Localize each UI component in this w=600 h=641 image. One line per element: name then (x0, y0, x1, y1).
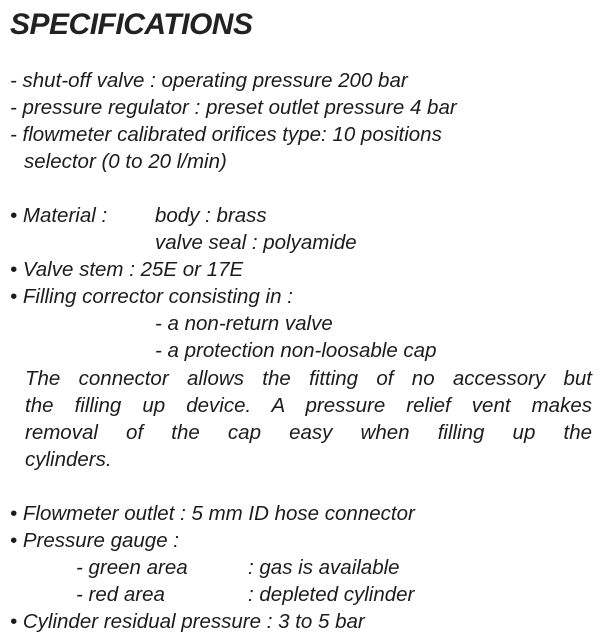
filling-item-cap: - a protection non-loosable cap (155, 339, 437, 362)
material-body: body : brass (155, 204, 267, 227)
spec-flowmeter-cont: selector (0 to 20 l/min) (24, 150, 227, 173)
filling-desc-line-4: cylinders. (25, 448, 112, 471)
gauge-red-value: : depleted cylinder (248, 583, 415, 606)
cylinder-residual-pressure: • Cylinder residual pressure : 3 to 5 bar (10, 610, 365, 633)
material-seal: valve seal : polyamide (155, 231, 357, 254)
section-title: SPECIFICATIONS (10, 8, 253, 41)
filling-desc-line-2: the filling up device. A pressure relief vent makes (25, 394, 592, 417)
gauge-green-label: - green area (76, 556, 188, 579)
spec-pressure-regulator: - pressure regulator : preset outlet pressure 4 bar (10, 96, 457, 119)
gauge-green-value: : gas is available (248, 556, 400, 579)
pressure-gauge-label: • Pressure gauge : (10, 529, 179, 552)
filling-item-nonreturn: - a non-return valve (155, 312, 333, 335)
filling-desc-line-1: The connector allows the fitting of no accessory but (25, 367, 592, 390)
filling-desc-line-3: removal of the cap easy when filling up the (25, 421, 592, 444)
gauge-red-label: - red area (76, 583, 165, 606)
spec-shutoff-valve: - shut-off valve : operating pressure 200 bar (10, 69, 408, 92)
spec-flowmeter: - flowmeter calibrated orifices type: 10 positions (10, 123, 442, 146)
valve-stem: • Valve stem : 25E or 17E (10, 258, 244, 281)
flowmeter-outlet: • Flowmeter outlet : 5 mm ID hose connector (10, 502, 415, 525)
filling-corrector-label: • Filling corrector consisting in : (10, 285, 293, 308)
material-label: • Material : (10, 204, 108, 227)
